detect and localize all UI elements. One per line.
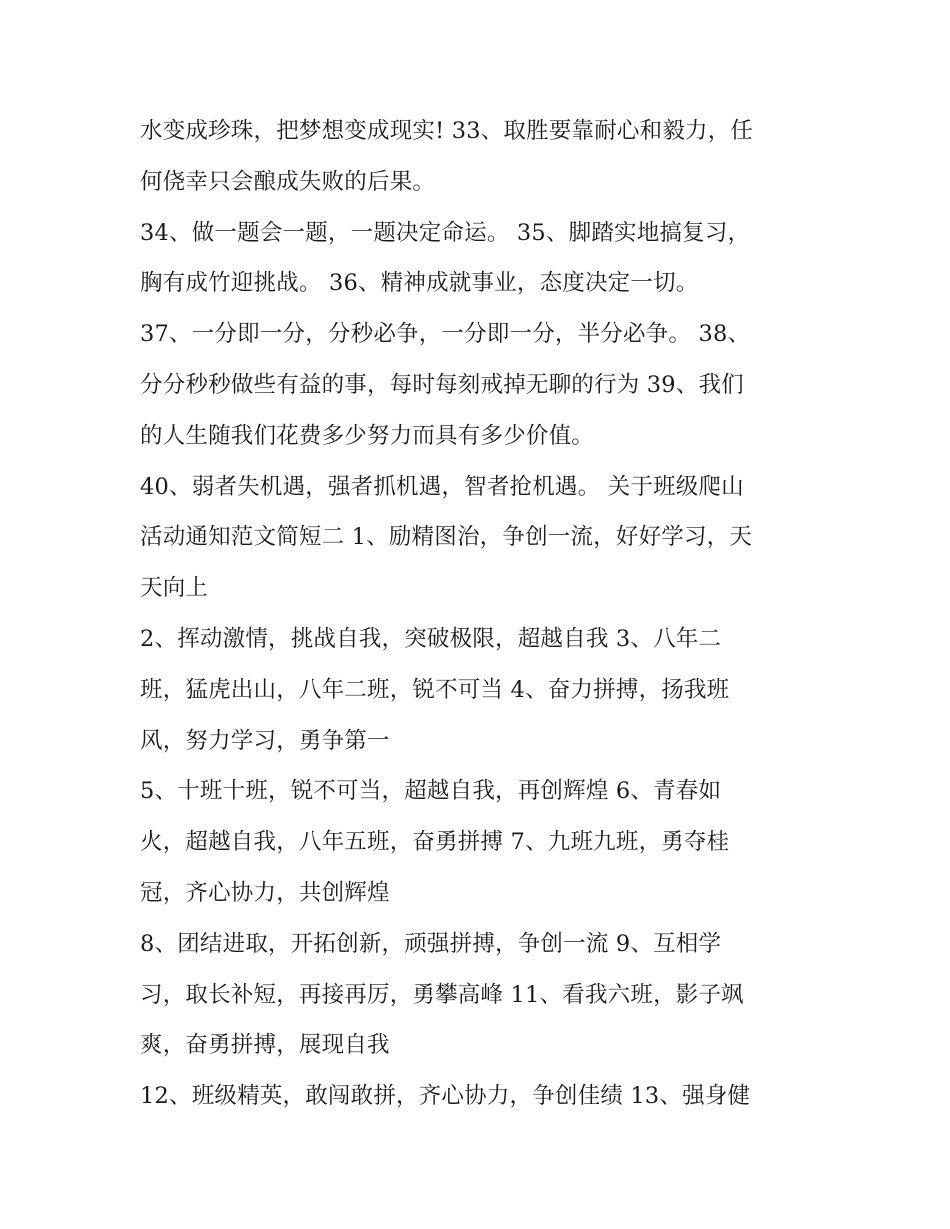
text-line: 天向上 — [140, 575, 209, 602]
text-line: 水变成珍珠，把梦想变成现实! 33、取胜要靠耐心和毅力，任 — [140, 118, 754, 144]
text-line: 8、团结进取，开拓创新，顽强拼搏，争创一流 9、互相学 — [140, 930, 722, 957]
text-line: 火，超越自我，八年五班，奋勇拼搏 7、九班九班，勇夺桂 — [140, 829, 730, 856]
text-line: 风，努力学习，勇争第一 — [140, 727, 390, 754]
text-line: 34、做一题会一题，一题决定命运。 35、脚踏实地搞复习， — [140, 219, 751, 246]
text-line: 胸有成竹迎挑战。 36、精神成就事业，态度决定一切。 — [140, 270, 699, 297]
text-line: 40、弱者失机遇，强者抓机遇，智者抢机遇。 关于班级爬山 — [140, 473, 744, 500]
text-line: 12、班级精英，敢闯敢拼，齐心协力，争创佳绩 13、强身健 — [140, 1083, 751, 1110]
text-line: 冠，齐心协力，共创辉煌 — [140, 879, 390, 906]
text-line: 分分秒秒做些有益的事，每时每刻戒掉无聊的行为 39、我们 — [140, 371, 744, 398]
document-body — [140, 106, 820, 1122]
text-line: 2、挥动激情，挑战自我，突破极限，超越自我 3、八年二 — [140, 625, 722, 652]
text-line: 的人生随我们花费多少努力而具有多少价值。 — [140, 422, 595, 449]
text-line: 爽，奋勇拼搏，展现自我 — [140, 1032, 390, 1059]
text-line: 5、十班十班，锐不可当，超越自我，再创辉煌 6、青春如 — [140, 778, 722, 805]
text-line: 何侥幸只会酿成失败的后果。 — [140, 168, 436, 195]
text-line: 习，取长补短，再接再厉，勇攀高峰 11、看我六班，影子飒 — [140, 981, 744, 1008]
text-line: 活动通知范文简短二 1、励精图治，争创一流，好好学习，天 — [140, 524, 753, 551]
text-line: 37、一分即一分，分秒必争，一分即一分，半分必争。 38、 — [140, 321, 751, 348]
text-line: 班，猛虎出山，八年二班，锐不可当 4、奋力拼搏，扬我班 — [140, 676, 730, 703]
